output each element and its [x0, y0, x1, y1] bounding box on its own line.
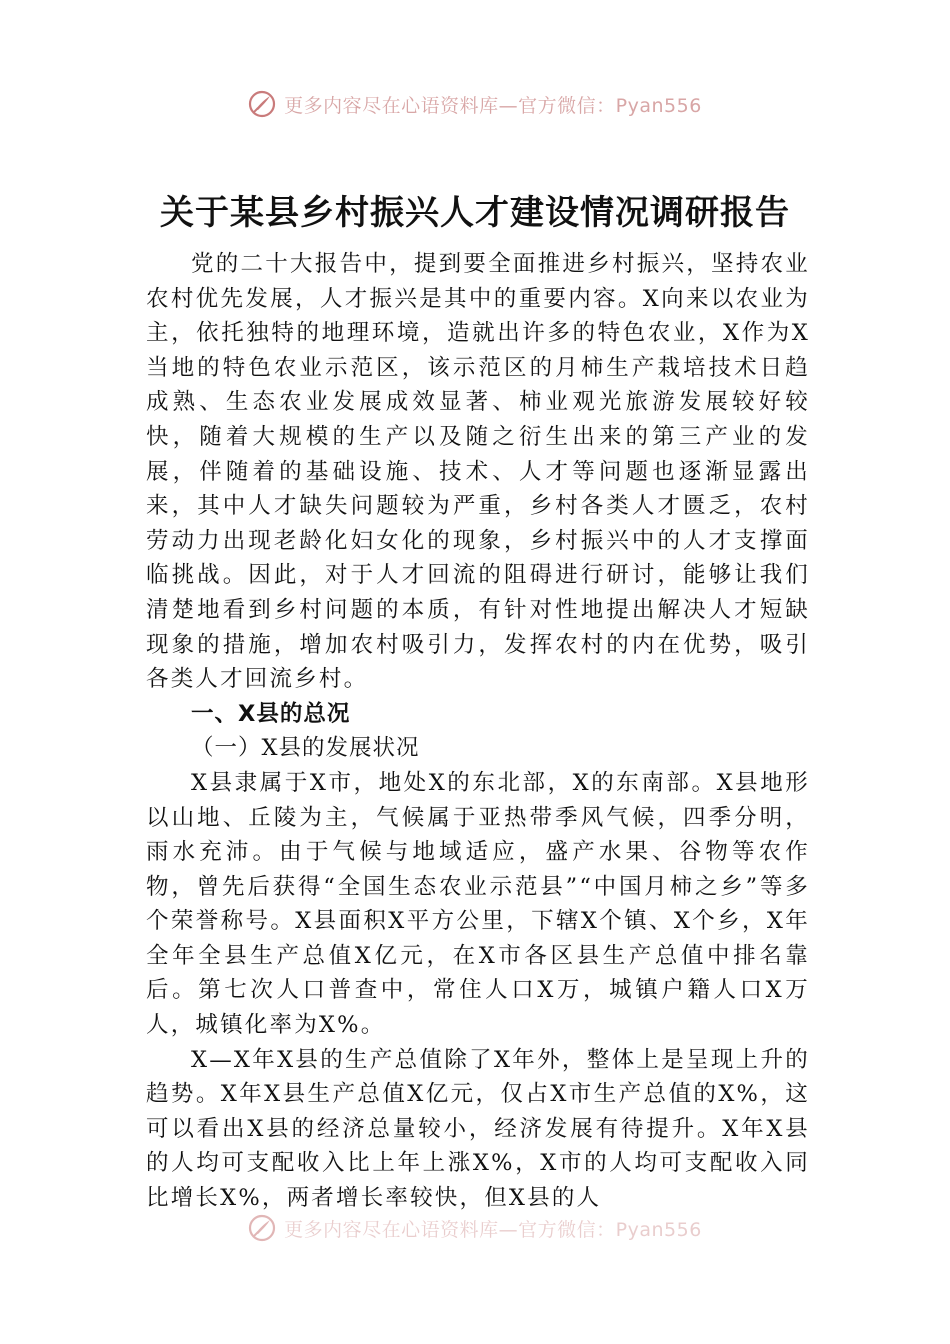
- watermark-text: 更多内容尽在心语资料库—官方微信：Pyan556: [284, 1218, 702, 1241]
- watermark-footer: [0, 1210, 950, 1246]
- body-paragraph: X—X年X县的生产总值除了X年外，整体上是呈现上升的趋势。X年X县生产总值X亿元，仅占X市生产总值的X%，这可以看出X县的经济总量较小，经济发展有待提升。X年X县的人均可支配收入比上年上涨X%，X市的人均可支配收入同比增长X%，两者增长率较快，但X县的人: [146, 1046, 810, 1212]
- watermark-text: 更多内容尽在心语资料库—官方微信：Pyan556: [284, 94, 702, 117]
- subsection-heading: （一）X县的发展状况: [191, 735, 420, 762]
- document-body: [146, 247, 810, 1216]
- body-paragraph: X县隶属于X市，地处X的东北部，X的东南部。X县地形以山地、丘陵为主，气候属于亚热带季风气候，四季分明，雨水充沛。由于气候与地域适应，盛产水果、谷物等农作物，曾先后获得“全国生态农业示范县”“中国月柿之乡”等多个荣誉称号。X县面积X平方公里，下辖X个镇、X个乡，X年全年全县生产总值X亿元，在X市各区县生产总值中排名靠后。第七次人口普查中，常住人口X万，城镇户籍人口X万人，城镇化率为X%。: [146, 769, 810, 1039]
- document-title: 关于某县乡村振兴人才建设情况调研报告: [160, 193, 790, 233]
- section-heading: 一、X县的总况: [191, 700, 351, 727]
- intro-paragraph: 党的二十大报告中，提到要全面推进乡村振兴，坚持农业农村优先发展，人才振兴是其中的重要内容。X向来以农业为主，依托独特的地理环境，造就出许多的特色农业，X作为X当地的特色农业示范区，该示范区的月柿生产栽培技术日趋成熟、生态农业发展成效显著、柿业观光旅游发展较好较快，随着大规模的生产以及随之衍生出来的第三产业的发展，伴随着的基础设施、技术、人才等问题也逐渐显露出来，其中人才缺失问题较为严重，乡村各类人才匮乏，农村劳动力出现老龄化妇女化的现象，乡村振兴中的人才支撑面临挑战。因此，对于人才回流的阻碍进行研讨，能够让我们清楚地看到乡村问题的本质，有针对性地提出解决人才短缺现象的措施，增加农村吸引力，发挥农村的内在优势，吸引各类人才回流乡村。: [146, 251, 810, 693]
- quill-seal-icon: [248, 90, 276, 118]
- quill-seal-icon: [248, 1214, 276, 1242]
- watermark-header: [0, 86, 950, 122]
